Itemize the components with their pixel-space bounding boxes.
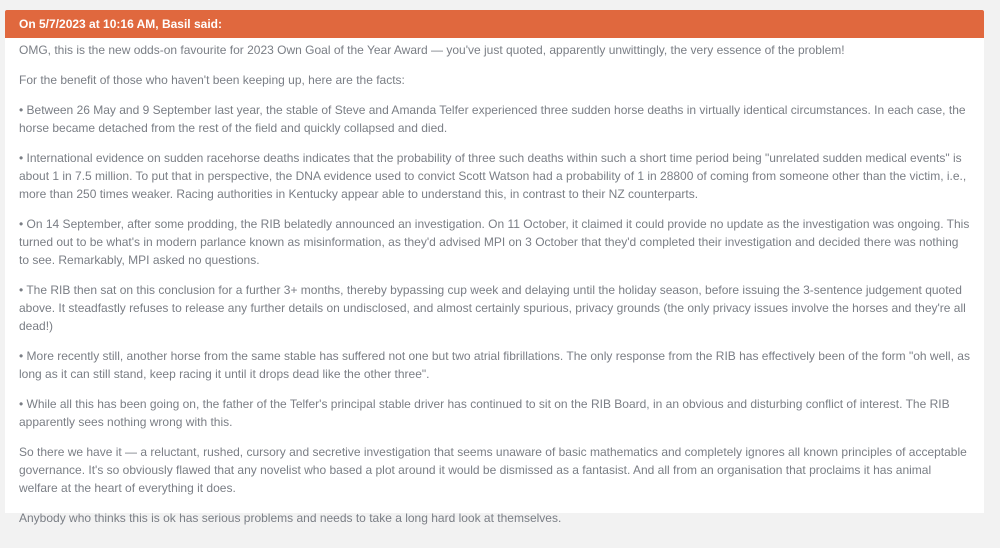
quote-paragraph: • While all this has been going on, the father of the Telfer's principal stable driver has continued to sit on the RIB Board, in an obvious and disturbing conflict of interest. The RIB apparently sees nothing wrong with this. xyxy=(19,397,950,429)
quote-paragraph: • More recently still, another horse from the same stable has suffered not one but two atrial fibrillations. The only response from the RIB has effectively been of the form "oh well, as long as it can still stand, keep racing it until it drops dead like the other three". xyxy=(19,349,970,381)
quote-body xyxy=(5,38,984,527)
quote-block xyxy=(5,10,984,525)
quote-paragraph: • The RIB then sat on this conclusion for a further 3+ months, thereby bypassing cup week and delaying until the holiday season, before issuing the 3-sentence judgement quoted above. It steadfastly refuses to release any further details on undisclosed, and almost certainly spurious, privacy grounds (the only privacy issues involve the horses and they're all dead!) xyxy=(19,283,966,333)
quote-paragraph: • Between 26 May and 9 September last year, the stable of Steve and Amanda Telfer experienced three sudden horse deaths in virtually identical circumstances. In each case, the horse became detached from the rest of the field and quickly collapsed and died. xyxy=(19,103,966,135)
quote-paragraph: So there we have it — a reluctant, rushed, cursory and secretive investigation that seems unaware of basic mathematics and completely ignores all known principles of acceptable governance. It's so obviously flawed that any novelist who based a plot around it would be dismissed as a fantasist. And all from an organisation that proclaims it has animal welfare at the heart of everything it does. xyxy=(19,445,967,495)
quote-citation[interactable]: On 5/7/2023 at 10:16 AM, Basil said: xyxy=(5,10,984,38)
quote-paragraph: • On 14 September, after some prodding, the RIB belatedly announced an investigation. On 11 October, it claimed it could provide no update as the investigation was ongoing. This turned out to be what's in modern parlance known as misinformation, as they'd advised MPI on 3 October that they'd completed their investigation and decided there was nothing to see. Remarkably, MPI asked no questions. xyxy=(19,217,970,267)
quote-paragraph: Anybody who thinks this is ok has serious problems and needs to take a long hard look at themselves. xyxy=(19,511,562,525)
quote-paragraph: For the benefit of those who haven't been keeping up, here are the facts: xyxy=(19,73,405,87)
quote-paragraph: • International evidence on sudden racehorse deaths indicates that the probability of three such deaths within such a short time period being "unrelated sudden medical events" is about 1 in 7.5 million. To put that in perspective, the DNA evidence used to convict Scott Watson had a probability of 1 in 28800 of coming from someone other than the victim, i.e., more than 250 times weaker. Racing authorities in Kentucky appear able to understand this, in contrast to their NZ counterparts. xyxy=(19,151,967,201)
quote-paragraph: OMG, this is the new odds-on favourite for 2023 Own Goal of the Year Award — you've just quoted, apparently unwittingly, the very essence of the problem! xyxy=(19,43,845,57)
